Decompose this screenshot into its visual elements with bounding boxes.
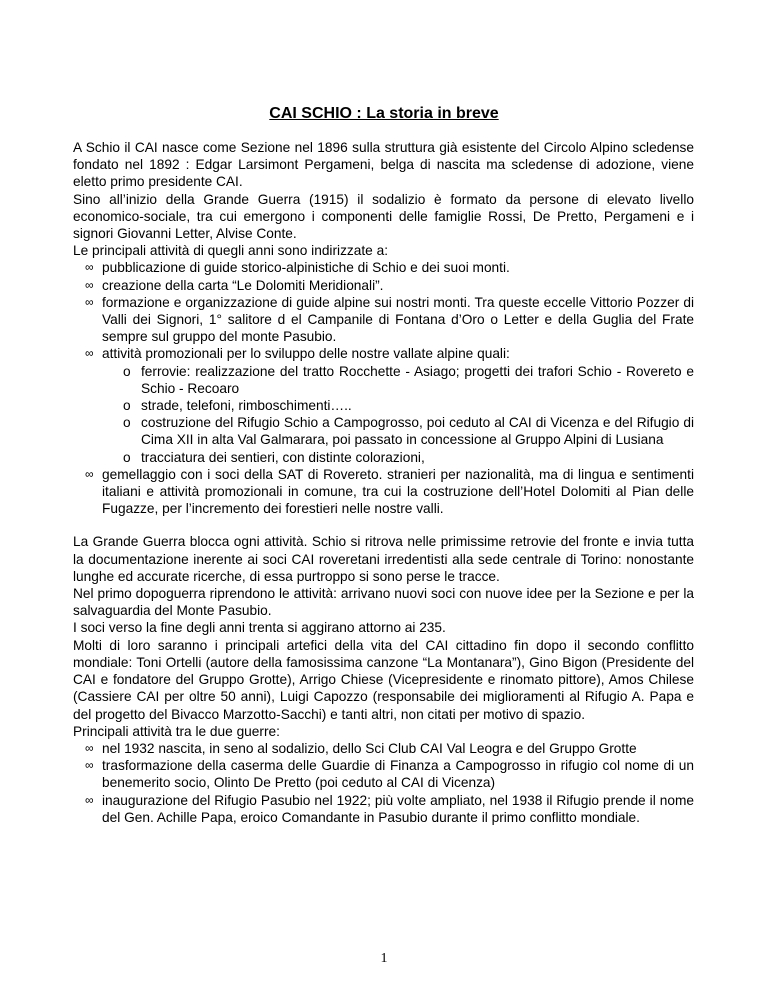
paragraph-members: I soci verso la fine degli anni trenta si aggirano attorno ai 235. xyxy=(73,620,446,636)
paragraph-gap xyxy=(73,517,694,533)
bullet-icon: ∞ xyxy=(85,346,94,361)
bullet-icon: ∞ xyxy=(85,466,94,481)
bullet-icon: ∞ xyxy=(85,758,94,773)
list-item: ∞ creazione della carta “Le Dolomiti Meridionali”. xyxy=(85,277,384,293)
list-item: ∞ trasformazione della caserma delle Guardie di Finanza a Campogrosso in rifugio col nome di un benemerito socio, Olinto De Pretto (poi ceduto al CAI di Vicenza) xyxy=(85,758,694,791)
intro-paragraph: A Schio il CAI nasce come Sezione nel 1896 sulla struttura già esistente del Circolo Alpino scledense fondato nel 1892 : Edgar Larsimont Pergameni, belga di nascita ma scledense di adozione, viene eletto primo presidente CAI. xyxy=(73,140,694,190)
document-body xyxy=(73,139,694,826)
document-title: CAI SCHIO : La storia in breve xyxy=(269,105,499,122)
bullet-icon: ∞ xyxy=(85,260,94,275)
sub-bullet-icon: o xyxy=(123,449,131,465)
activities-list xyxy=(73,259,694,517)
list-intro-between-wars: Principali attività tra le due guerre: xyxy=(73,723,280,739)
bullet-icon: ∞ xyxy=(85,740,94,755)
sub-list-item: o ferrovie: realizzazione del tratto Rocchette - Asiago; progetti dei trafori Schio - Rovereto e Schio - Recoaro xyxy=(123,363,694,396)
list-intro: Le principali attività di quegli anni sono indirizzate a: xyxy=(73,243,388,259)
paragraph-war: La Grande Guerra blocca ogni attività. Schio si ritrova nelle primissime retrovie del fronte e invia tutta la documentazione inerente ai soci CAI roveretani irredentisti alla sede centrale di Torino: nonostante lunghe ed accurate ricerche, di essa purtroppo si sono perse le tracce. xyxy=(73,534,694,584)
page-number: 1 xyxy=(380,951,388,966)
bullet-icon: ∞ xyxy=(85,277,94,292)
bullet-icon: ∞ xyxy=(85,792,94,807)
sub-bullet-icon: o xyxy=(123,398,131,414)
list-item: ∞ gemellaggio con i soci della SAT di Rovereto. stranieri per nazionalità, ma di lingua e sentimenti italiani e attività promozionali in comune, tra cui la costruzione dell’Hotel Dolomiti al Pian delle Fugazze, per l’incremento dei forestieri nelle nostre valli. xyxy=(85,466,694,517)
sub-bullet-icon: o xyxy=(123,363,131,379)
list-item: ∞ pubblicazione di guide storico-alpinistiche di Schio e dei suoi monti. xyxy=(85,260,510,276)
paragraph-postwar: Nel primo dopoguerra riprendono le attività: arrivano nuovi soci con nuove idee per la Sezione e per la salvaguardia del Monte Pasubio. xyxy=(73,586,694,619)
sub-bullet-icon: o xyxy=(123,415,131,431)
list-item: ∞ formazione e organizzazione di guide alpine sui nostri monti. Tra queste eccelle Vittorio Pozzer di Valli dei Signori, 1° salitore d el Campanile di Fontana d’Oro o Letter e della Guglia del Frate sempre sul gruppo del monte Pasubio. xyxy=(85,294,694,345)
list-item: ∞ nel 1932 nascita, in seno al sodalizio, dello Sci Club CAI Val Leogra e del Gruppo Grotte xyxy=(85,740,637,756)
sub-list-item: o strade, telefoni, rimboschimenti….. xyxy=(123,398,352,414)
paragraph-people: Molti di loro saranno i principali artefici della vita del CAI cittadino fin dopo il secondo conflitto mondiale: Toni Ortelli (autore della famosissima canzone “La Montanara”), Gino Bigon (Presidente del CAI e fondatore del Gruppo Grotte), Arrigo Chiese (Vicepresidente e rinomato pittore), Amos Chilese (Cassiere CAI per oltre 50 anni), Luigi Capozzo (responsabile dei miglioramenti al Rifugio A. Papa e del progetto del Bivacco Marzotto-Sacchi) e tanti altri, non citati per motivo di spazio. xyxy=(73,637,694,722)
between-wars-list xyxy=(73,740,694,826)
bullet-icon: ∞ xyxy=(85,294,94,309)
sub-list xyxy=(73,363,694,466)
sub-list-item: o tracciatura dei sentieri, con distinte colorazioni, xyxy=(123,449,425,465)
sub-list-item: o costruzione del Rifugio Schio a Campogrosso, poi ceduto al CAI di Vicenza e del Rifugio di Cima XII in alta Val Galmarara, poi passato in concessione al Gruppo Alpini di Lusiana xyxy=(123,415,694,448)
list-item: ∞ attività promozionali per lo sviluppo delle nostre vallate alpine quali: o ferrovie: realizzazione del tratto Rocchette - Asiago; progetti dei trafori Schio - Rovereto e Schio - Recoaro o strade, telefoni, rimboschimenti….. o costruzione del Rifugio Schio a Campogrosso, poi ceduto al CAI di Vicenza e del Rifugio di Cima XII in alta Val Galmarara, poi passato in concessione al Gruppo Alpini di Lusiana o tracciatura dei sentieri, con distinte colorazioni, xyxy=(73,345,694,465)
paragraph-grande-guerra: Sino all’inizio della Grande Guerra (1915) il sodalizio è formato da persone di elevato livello economico-sociale, tra cui emergono i componenti delle famiglie Rossi, De Pretto, Pergameni e i signori Giovanni Letter, Alvise Conte. xyxy=(73,191,694,242)
list-item: ∞ inaugurazione del Rifugio Pasubio nel 1922; più volte ampliato, nel 1938 il Rifugio prende il nome del Gen. Achille Papa, eroico Comandante in Pasubio durante il primo conflitto mondiale. xyxy=(85,792,694,825)
